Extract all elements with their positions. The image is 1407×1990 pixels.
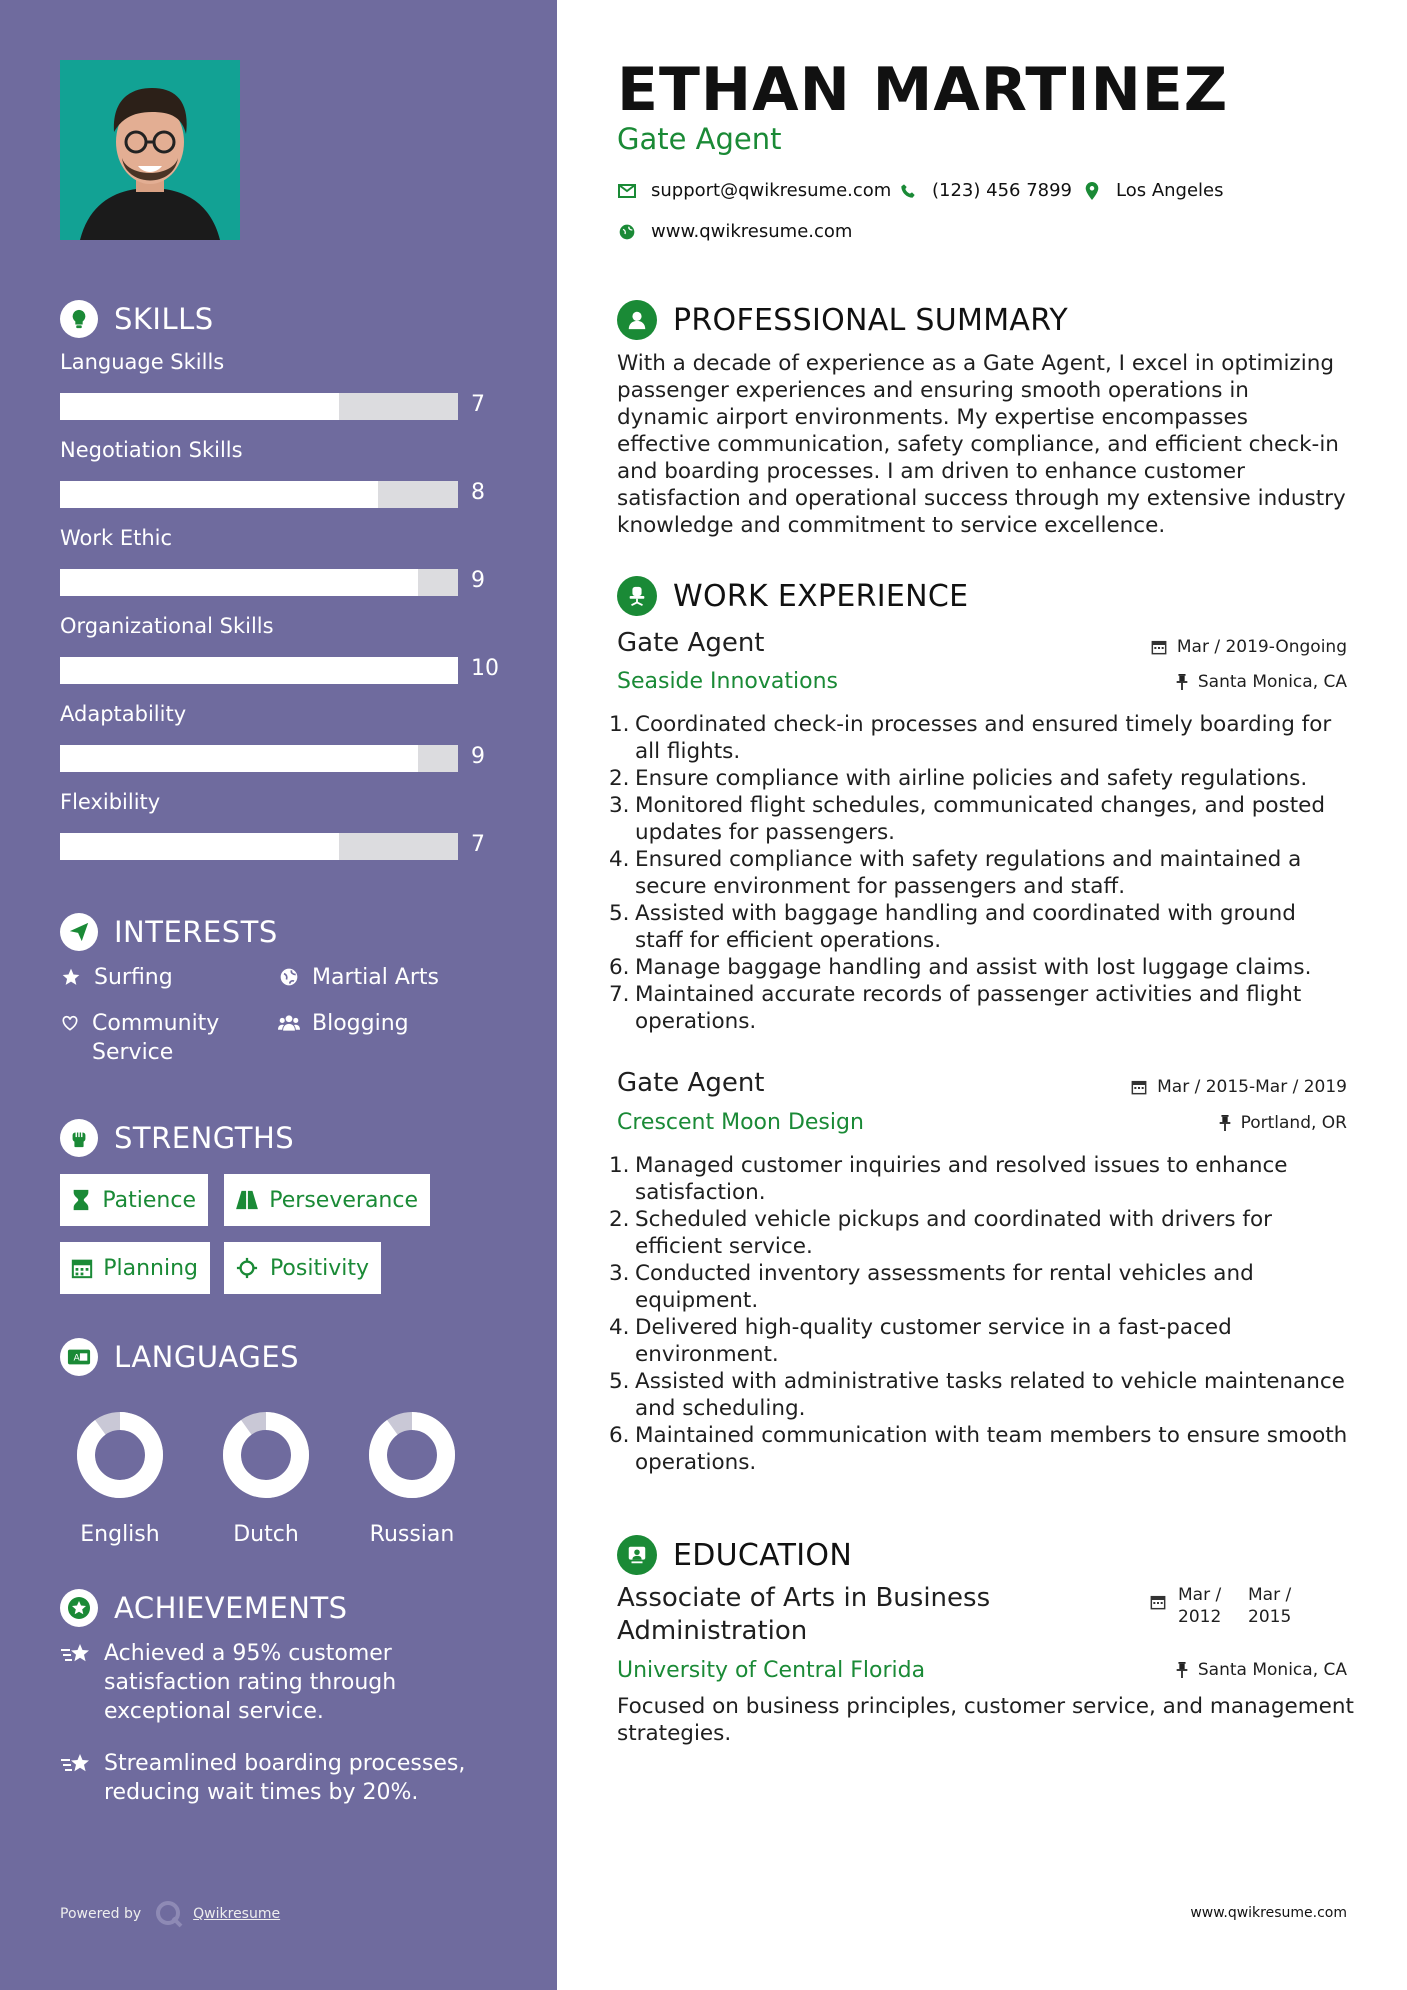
graduate-icon [617, 1535, 657, 1575]
star-icon [60, 963, 82, 987]
skill-label: Organizational Skills [60, 614, 274, 638]
duty-text: Maintained accurate records of passenger activities and flight operations. [635, 982, 1302, 1034]
hourglass-icon [70, 1189, 92, 1211]
education-start-year: 2012 [1178, 1607, 1222, 1627]
strength-label: Patience [102, 1187, 196, 1213]
language-item [65, 1400, 175, 1547]
skill-value: 9 [471, 568, 485, 593]
skill-value: 7 [471, 392, 485, 417]
contact-phone[interactable] [898, 180, 1072, 201]
skill-label: Work Ethic [60, 526, 173, 550]
location-text: Los Angeles [1116, 180, 1224, 201]
duty-text: Ensured compliance with safety regulations and maintained a secure environment for passengers and staff. [635, 847, 1302, 899]
languages-header [60, 1338, 299, 1376]
duty-number: 6. [609, 955, 630, 980]
skill-label: Adaptability [60, 702, 187, 726]
achievement-text: Achieved a 95% customer satisfaction rating through exceptional service. [104, 1641, 397, 1724]
contact-email[interactable] [617, 180, 891, 201]
interest-label: Martial Arts [312, 965, 440, 990]
users-icon [278, 1009, 300, 1033]
duty-text: Ensure compliance with airline policies and safety regulations. [635, 766, 1308, 791]
duty-number: 4. [609, 847, 630, 872]
skill-bar [60, 833, 458, 860]
footer-url[interactable]: www.qwikresume.com [1190, 1905, 1347, 1921]
achievements-header [60, 1589, 348, 1627]
duty-number: 2. [609, 766, 630, 791]
profile-photo [60, 60, 240, 240]
education-dates [1150, 1584, 1291, 1628]
achievement-text: Streamlined boarding processes, reducing wait times by 20%. [104, 1751, 466, 1805]
duty-item [609, 792, 1349, 846]
duty-text: Assisted with administrative tasks related to vehicle maintenance and scheduling. [635, 1369, 1345, 1421]
strength-label: Perseverance [269, 1187, 418, 1213]
skill-bar [60, 745, 458, 772]
skills-title: SKILLS [114, 302, 214, 336]
interest-label: Surfing [94, 965, 173, 990]
language-name: English [80, 1522, 160, 1547]
language-item [357, 1400, 467, 1547]
duty-number: 5. [609, 1369, 630, 1394]
duty-number: 3. [609, 793, 630, 818]
pushpin-icon [1176, 1662, 1188, 1678]
skill-bar-fill [60, 393, 339, 420]
shooting-star-icon [60, 1639, 92, 1676]
duty-item [609, 846, 1349, 900]
qwikresume-logo-icon [155, 1900, 183, 1928]
powered-by [60, 1900, 280, 1928]
duty-item [609, 1314, 1349, 1368]
degree-title: Associate of Arts in Business Administration [617, 1583, 991, 1646]
duty-text: Manage baggage handling and assist with lost luggage claims. [635, 955, 1312, 980]
phone-icon [898, 183, 918, 199]
contact-website[interactable] [617, 221, 852, 242]
duty-item [609, 954, 1349, 981]
star-badge-icon [60, 1589, 98, 1627]
strength-badge [224, 1174, 430, 1226]
road-icon [234, 1190, 259, 1210]
job-title: Gate Agent [617, 628, 765, 658]
duty-item [609, 900, 1349, 954]
sidebar [0, 0, 557, 1990]
achievement-item [60, 1639, 480, 1726]
duty-text: Assisted with baggage handling and coordinated with ground staff for efficient operations. [635, 901, 1296, 953]
skill-value: 8 [471, 480, 485, 505]
calendar-icon [70, 1257, 93, 1279]
job-company: Seaside Innovations [617, 669, 838, 694]
job-dates-text: Mar / 2019-Ongoing [1176, 637, 1347, 657]
education-start-month: Mar / [1178, 1585, 1222, 1605]
svg-text:A: A [73, 1352, 80, 1364]
job-title: Gate Agent [617, 1068, 765, 1098]
duty-item [609, 1206, 1349, 1260]
job-location [1176, 672, 1347, 692]
strength-label: Planning [103, 1255, 198, 1281]
education-end-year: 2015 [1248, 1607, 1292, 1627]
job-location-text: Santa Monica, CA [1197, 672, 1347, 692]
strengths-header [60, 1119, 294, 1157]
duty-number: 4. [609, 1315, 630, 1340]
user-icon [617, 300, 657, 340]
duty-number: 5. [609, 901, 630, 926]
pushpin-icon [1219, 1115, 1231, 1131]
interest-item [60, 1009, 250, 1067]
language-level-ring [65, 1400, 175, 1510]
lightbulb-icon [60, 300, 98, 338]
summary-title: PROFESSIONAL SUMMARY [673, 302, 1069, 338]
duty-item [609, 981, 1349, 1035]
calendar-icon [1151, 639, 1167, 655]
education-title: EDUCATION [673, 1537, 853, 1573]
skill-bar-fill [60, 745, 418, 772]
language-ring-fill [86, 1421, 154, 1489]
duty-item [609, 1260, 1349, 1314]
education-description: Focused on business principles, customer service, and management strategies. [617, 1694, 1354, 1746]
duty-text: Delivered high-quality customer service in a fast-paced environment. [635, 1315, 1232, 1367]
duty-item [609, 1152, 1349, 1206]
duty-text: Monitored flight schedules, communicated changes, and posted updates for passengers. [635, 793, 1326, 845]
duty-item [609, 711, 1349, 765]
summary-text: With a decade of experience as a Gate Agent, I excel in optimizing passenger experiences and ensuring smooth operations in dynamic airport environments. My expertise encompasses effective communication, safety compliance, and efficient check-in and boarding processes. I am driven to enhance customer satisfaction and operational success through my extensive industry knowledge and commitment to service excellence. [617, 351, 1346, 538]
achievement-item [60, 1749, 480, 1807]
strength-badge [60, 1242, 210, 1294]
job-dates [1131, 1077, 1347, 1097]
strengths-title: STRENGTHS [114, 1121, 295, 1155]
skill-bar-fill [60, 569, 418, 596]
duty-number: 1. [609, 1153, 630, 1178]
duty-text: Coordinated check-in processes and ensured timely boarding for all flights. [635, 712, 1332, 764]
education-location-text: Santa Monica, CA [1197, 1660, 1347, 1680]
heart-icon [60, 1009, 80, 1033]
language-name: Dutch [233, 1522, 299, 1547]
interest-item [278, 1009, 409, 1038]
job-dates-text: Mar / 2015-Mar / 2019 [1157, 1077, 1347, 1097]
duty-number: 7. [609, 982, 630, 1007]
experience-header [617, 576, 968, 616]
language-item [211, 1400, 321, 1547]
skill-bar-fill [60, 481, 378, 508]
skill-bar [60, 569, 458, 596]
email-text: support@qwikresume.com [651, 180, 892, 201]
job-location-text: Portland, OR [1240, 1113, 1347, 1133]
job-location [1219, 1113, 1347, 1133]
powered-by-label: Powered by [60, 1906, 142, 1922]
skill-label: Negotiation Skills [60, 438, 243, 462]
envelope-icon [617, 184, 637, 198]
strength-label: Positivity [269, 1255, 369, 1281]
job-duties-list [609, 1152, 1349, 1476]
duty-number: 1. [609, 712, 630, 737]
shooting-star-icon [60, 1749, 92, 1786]
skill-bar [60, 481, 458, 508]
contact-location [1082, 180, 1224, 201]
phone-text: (123) 456 7899 [932, 180, 1073, 201]
interest-label: Community Service [92, 1011, 220, 1065]
calendar-icon [1150, 1584, 1166, 1628]
candidate-name: ETHAN MARTINEZ [617, 55, 1229, 125]
skill-label: Flexibility [60, 790, 161, 814]
interest-item [60, 963, 173, 992]
school-name: University of Central Florida [617, 1658, 926, 1683]
summary-header [617, 300, 1068, 340]
fist-icon [60, 1119, 98, 1157]
skills-header [60, 300, 214, 338]
duty-item [609, 1422, 1349, 1476]
website-text: www.qwikresume.com [651, 221, 853, 242]
language-level-ring [211, 1400, 321, 1510]
duty-item [609, 1368, 1349, 1422]
duty-number: 2. [609, 1207, 630, 1232]
language-name: Russian [369, 1522, 455, 1547]
interest-item [278, 963, 439, 992]
candidate-role: Gate Agent [617, 122, 782, 156]
strength-badge [60, 1174, 208, 1226]
languages-title: LANGUAGES [114, 1340, 300, 1374]
skill-value: 9 [471, 744, 485, 769]
avatar [60, 60, 240, 240]
interests-header [60, 913, 278, 951]
language-level-ring [357, 1400, 467, 1510]
sun-icon [234, 1257, 260, 1279]
strength-badge [224, 1242, 381, 1294]
job-duties-list [609, 711, 1349, 1035]
skill-bar [60, 657, 458, 684]
skill-bar-fill [60, 833, 339, 860]
duty-number: 6. [609, 1423, 630, 1448]
education-location [1176, 1660, 1347, 1680]
skill-value: 7 [471, 832, 485, 857]
globe-icon [617, 224, 637, 240]
globe-icon [278, 963, 300, 987]
qwikresume-link[interactable]: Qwikresume [193, 1906, 281, 1922]
education-header [617, 1535, 852, 1575]
language-icon [60, 1338, 98, 1376]
skill-bar-fill [60, 657, 458, 684]
duty-text: Managed customer inquiries and resolved issues to enhance satisfaction. [635, 1153, 1288, 1205]
duty-text: Conducted inventory assessments for rental vehicles and equipment. [635, 1261, 1254, 1313]
duty-number: 3. [609, 1261, 630, 1286]
office-chair-icon [617, 576, 657, 616]
skill-label: Language Skills [60, 350, 225, 374]
interest-label: Blogging [312, 1011, 409, 1036]
education-end-month: Mar / [1248, 1585, 1292, 1605]
achievements-title: ACHIEVEMENTS [114, 1591, 348, 1625]
language-ring-fill [232, 1421, 300, 1489]
duty-item [609, 765, 1349, 792]
skill-value: 10 [471, 656, 499, 681]
job-dates [1151, 637, 1347, 657]
experience-title: WORK EXPERIENCE [673, 578, 969, 614]
job-company: Crescent Moon Design [617, 1110, 864, 1135]
paper-plane-icon [60, 913, 98, 951]
duty-text: Scheduled vehicle pickups and coordinated with drivers for efficient service. [635, 1207, 1272, 1259]
skill-bar [60, 393, 458, 420]
language-ring-fill [378, 1421, 446, 1489]
calendar-icon [1131, 1079, 1147, 1095]
interests-title: INTERESTS [114, 915, 278, 949]
duty-text: Maintained communication with team members to ensure smooth operations. [635, 1423, 1348, 1475]
map-pin-icon [1082, 182, 1102, 200]
pushpin-icon [1176, 674, 1188, 690]
